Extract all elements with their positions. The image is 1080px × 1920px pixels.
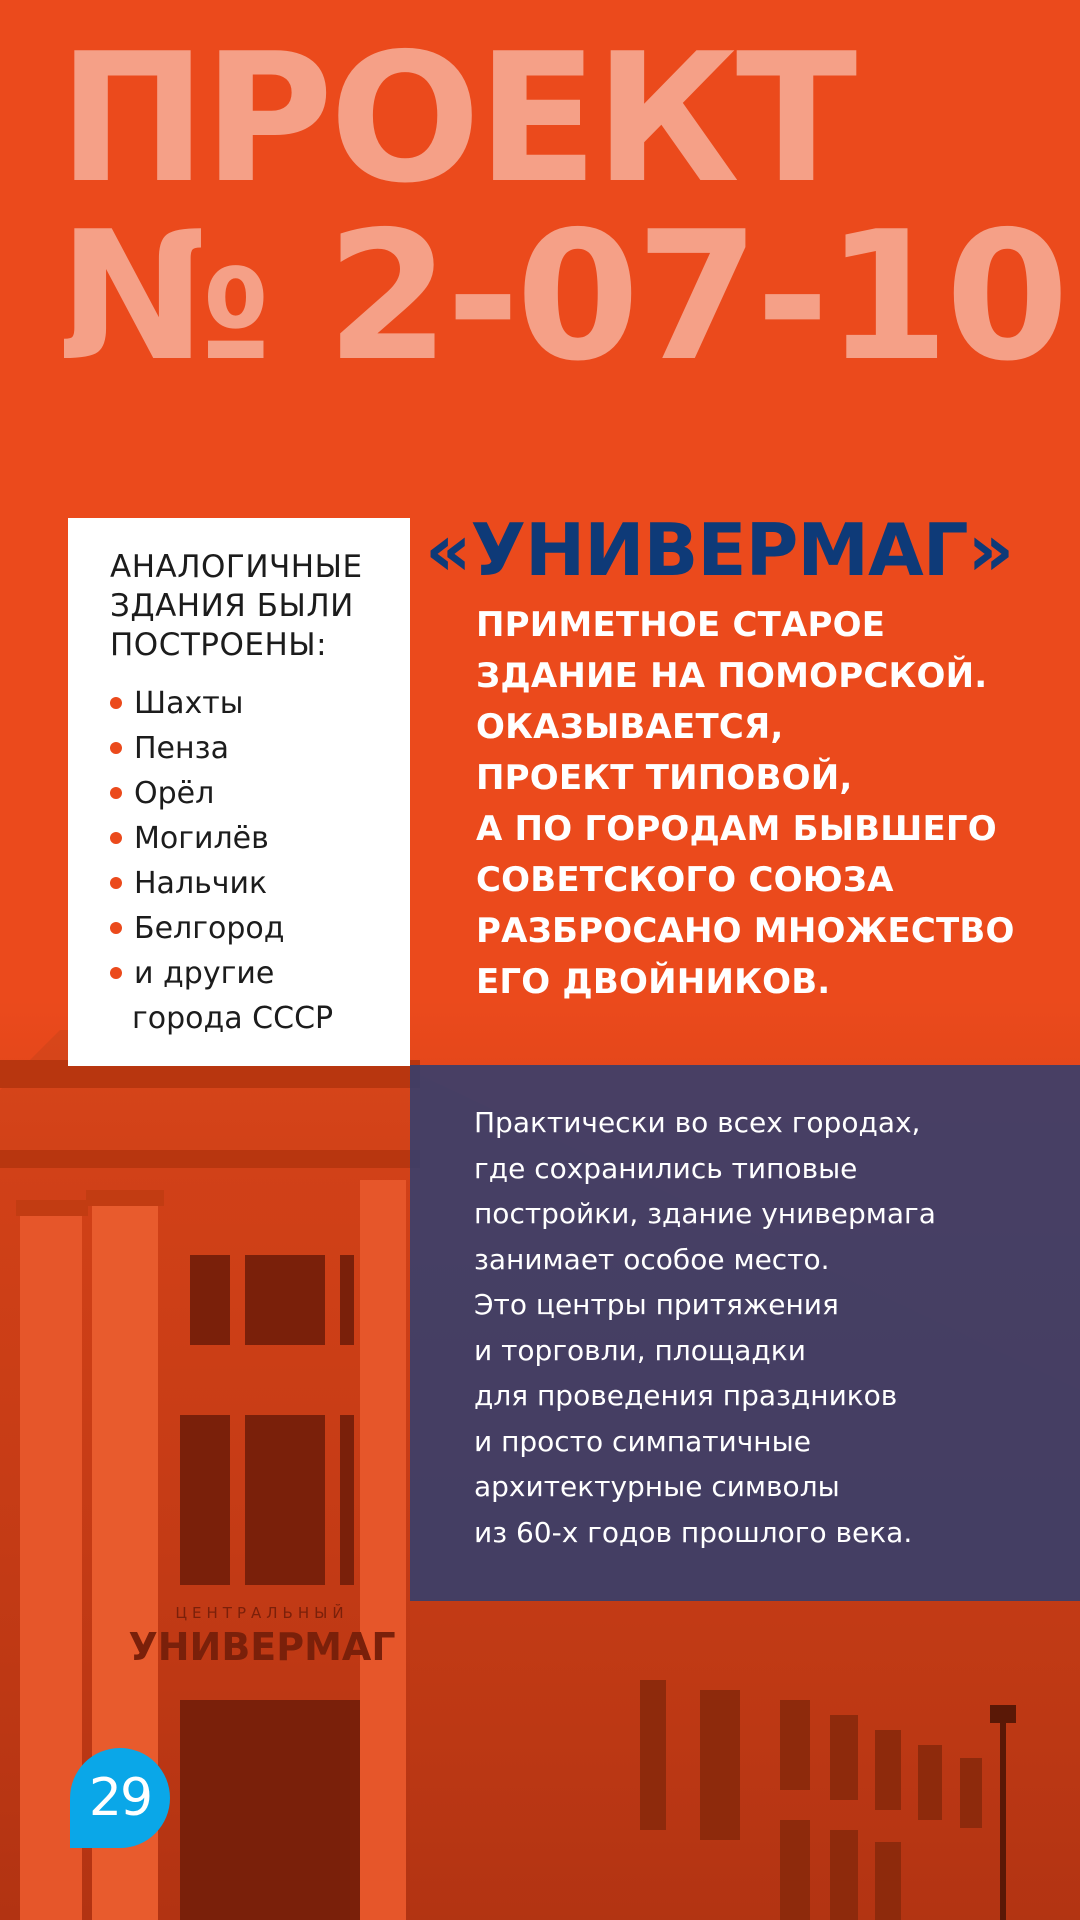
city-item: Нальчик bbox=[110, 861, 410, 906]
lead-line: А ПО ГОРОДАМ БЫВШЕГО bbox=[476, 809, 997, 849]
city-item: Пенза bbox=[110, 726, 410, 771]
lead-line: СОВЕТСКОГО СОЮЗА bbox=[476, 860, 894, 900]
info-line: из 60-х годов прошлого века. bbox=[474, 1515, 913, 1549]
lead-line: ОКАЗЫВАЕТСЯ, bbox=[476, 707, 784, 747]
facade-sign-small: ЦЕНТРАЛЬНЫЙ bbox=[175, 1604, 349, 1622]
hero-title bbox=[58, 15, 1066, 400]
info-line: и торговли, площадки bbox=[474, 1333, 806, 1367]
city-item: Шахты bbox=[110, 681, 410, 726]
lead-line: ПРИМЕТНОЕ СТАРОЕ bbox=[476, 605, 886, 645]
lead-line: РАЗБРОСАНО МНОЖЕСТВО bbox=[476, 911, 1015, 951]
city-item-continuation: города СССР bbox=[132, 1001, 334, 1036]
city-item: Орёл bbox=[110, 771, 410, 816]
similar-buildings-heading bbox=[110, 548, 410, 665]
heading-line: АНАЛОГИЧНЫЕ bbox=[110, 549, 363, 585]
subject-title: «УНИВЕРМАГ» bbox=[425, 508, 1014, 592]
city-item: Белгород bbox=[110, 906, 410, 951]
similar-buildings-card bbox=[68, 518, 410, 1066]
info-line: для проведения праздников bbox=[474, 1379, 898, 1412]
lead-line: ПРОЕКТ ТИПОВОЙ, bbox=[476, 758, 853, 798]
logo-text: 29 bbox=[88, 1768, 152, 1828]
logo-badge bbox=[70, 1748, 170, 1848]
lead-line: ЗДАНИЕ НА ПОМОРСКОЙ. bbox=[476, 656, 988, 696]
info-line: Практически во всех городах, bbox=[474, 1106, 921, 1139]
heading-line: ПОСТРОЕНЫ: bbox=[110, 627, 328, 663]
info-line: где сохранились типовые bbox=[474, 1151, 858, 1185]
city-item: Могилёв bbox=[110, 816, 410, 861]
info-line: постройки, здание универмага bbox=[474, 1197, 936, 1230]
info-line: архитектурные символы bbox=[474, 1470, 840, 1503]
info-line: Это центры притяжения bbox=[474, 1288, 839, 1321]
city-item: и другие bbox=[110, 951, 410, 996]
lead-text bbox=[476, 600, 1036, 1008]
heading-line: ЗДАНИЯ БЫЛИ bbox=[110, 588, 354, 624]
info-text bbox=[474, 1100, 1054, 1555]
lead-line: ЕГО ДВОЙНИКОВ. bbox=[476, 962, 831, 1002]
info-line: и просто симпатичные bbox=[474, 1424, 811, 1458]
facade-sign-large: УНИВЕРМАГ bbox=[128, 1625, 396, 1669]
info-line: занимает особое место. bbox=[474, 1242, 830, 1276]
hero-title-line-2: № 2-07-10 bbox=[58, 193, 1066, 400]
cities-list bbox=[110, 681, 410, 1041]
hero-title-line-1: ПРОЕКТ bbox=[58, 15, 854, 222]
